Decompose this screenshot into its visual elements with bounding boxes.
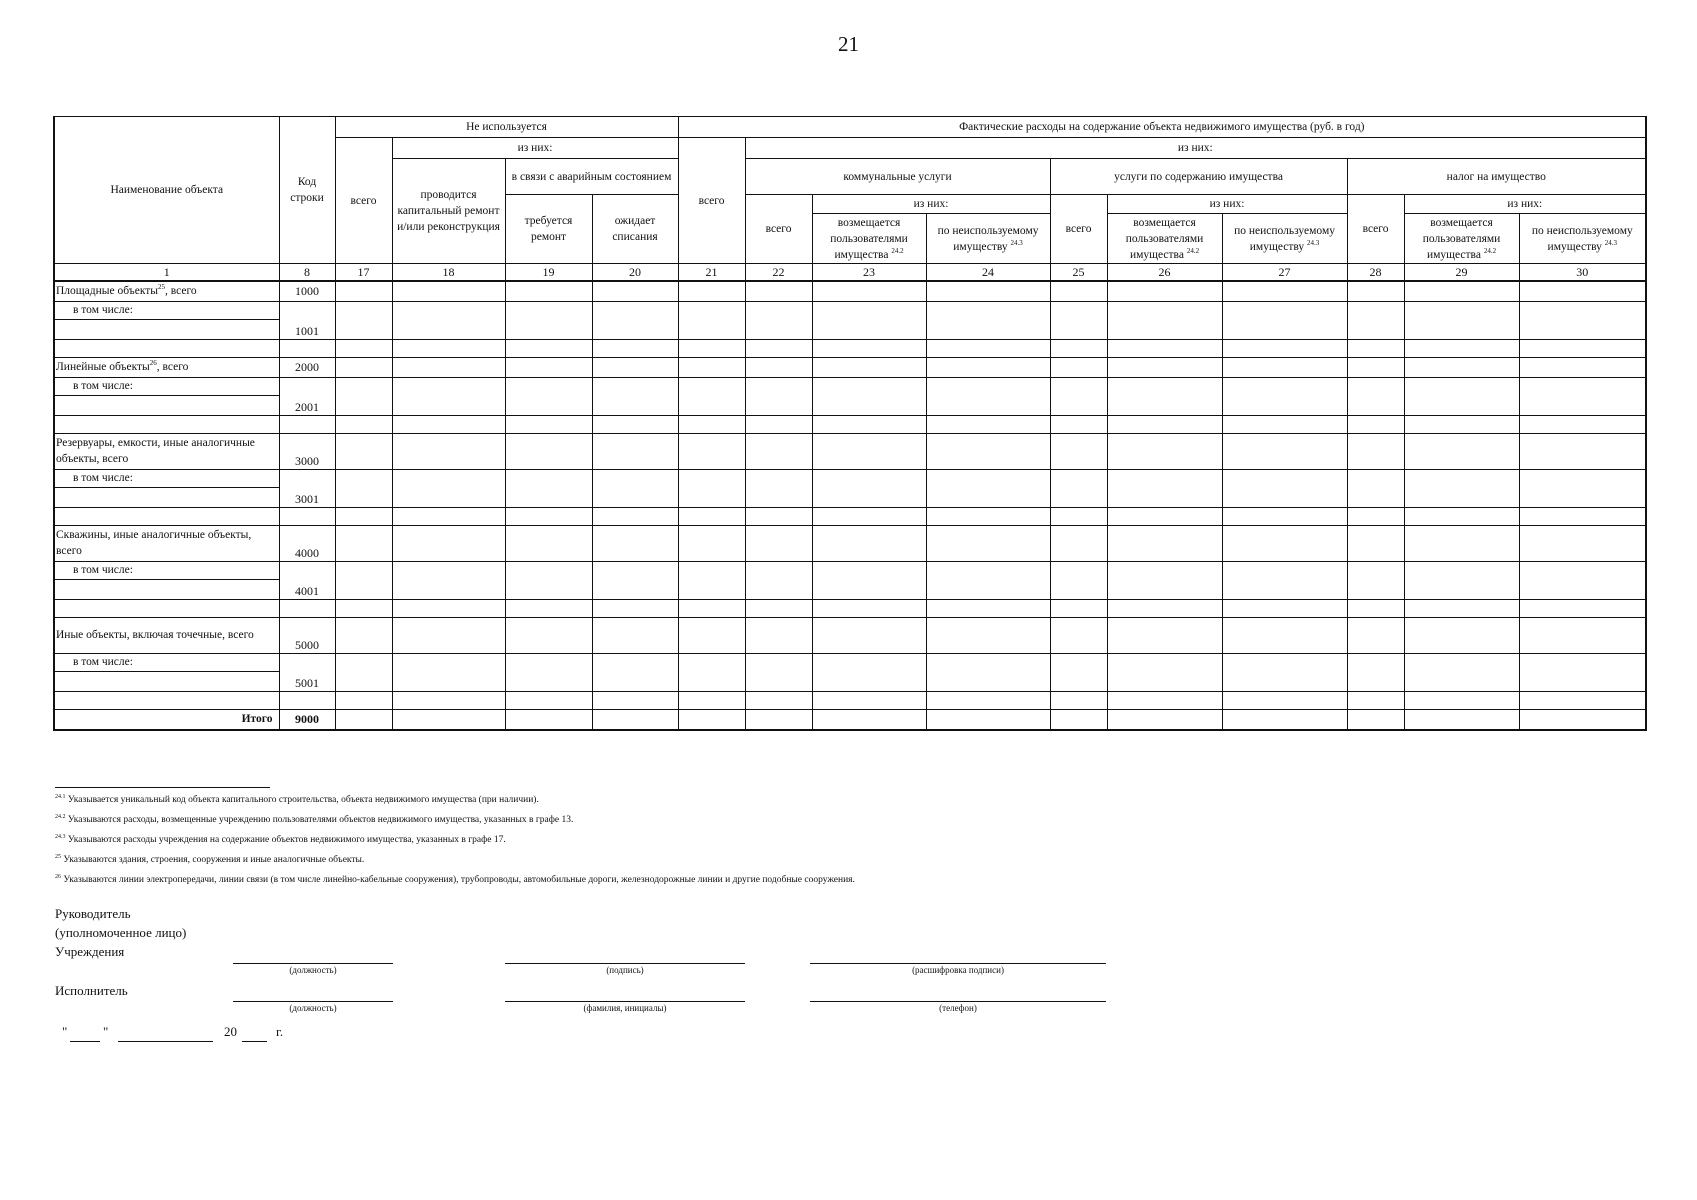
header-tax-reimbursed: возмещается пользователями имущества $^{24.2}$: [1404, 214, 1519, 264]
head-label-line2: (уполномоченное лицо): [55, 925, 187, 940]
row-name: Скважины, иные аналогичные объекты, всего: [54, 525, 279, 561]
head-label-line1: Руководитель: [55, 906, 131, 921]
column-number: 22: [745, 264, 812, 282]
date-month-line: [118, 1041, 213, 1042]
table-row: [54, 507, 1646, 525]
header-tax-unused: по неиспользуемому имуществу $^{24.3}$: [1519, 214, 1646, 264]
header-utilities: коммунальные услуги: [745, 159, 1050, 195]
header-not-used-total: всего: [335, 138, 392, 264]
footnote-separator: [55, 787, 270, 788]
row-code: 3000: [279, 433, 335, 469]
date-day-line: [70, 1041, 100, 1042]
header-not-used-of-them: из них:: [392, 138, 678, 159]
table-row: [54, 561, 1646, 579]
row-code: 5001: [279, 653, 335, 691]
row-code: 1000: [279, 281, 335, 301]
column-number: 25: [1050, 264, 1107, 282]
header-utilities-of-them: из них:: [812, 195, 1050, 214]
row-including: в том числе:: [54, 469, 279, 487]
date-year-line: [242, 1041, 267, 1042]
executor-position-caption: (должность): [289, 1003, 337, 1013]
header-property-tax: налог на имущество: [1347, 159, 1646, 195]
executor-name-caption: (фамилия, инициалы): [583, 1003, 667, 1013]
column-number: 27: [1222, 264, 1347, 282]
row-including: в том числе:: [54, 561, 279, 579]
column-number: 28: [1347, 264, 1404, 282]
header-maintenance: услуги по содержанию имущества: [1050, 159, 1347, 195]
row-including: в том числе:: [54, 377, 279, 395]
header-emergency: в связи с аварийным состоянием: [505, 159, 678, 195]
table-row: [54, 415, 1646, 433]
row-including: в том числе:: [54, 653, 279, 671]
head-position-caption: (должность): [289, 965, 337, 975]
header-maintenance-unused: по неиспользуемому имуществу $^{24.3}$: [1222, 214, 1347, 264]
column-number: 17: [335, 264, 392, 282]
row-code: 1001: [279, 301, 335, 339]
total-label: Итого: [54, 709, 279, 730]
column-numbers-row: [54, 264, 1646, 282]
table-row: [54, 377, 1646, 395]
table-row: [54, 339, 1646, 357]
header-utilities-reimbursed: возмещается пользователями имущества $^{24.2}$: [812, 214, 926, 264]
column-number: 19: [505, 264, 592, 282]
column-number: 8: [279, 264, 335, 282]
page-number: 21: [838, 32, 859, 56]
row-code: 5000: [279, 617, 335, 653]
table-row: [54, 617, 1646, 653]
header-name: Наименование объекта: [54, 117, 279, 264]
column-number: 24: [926, 264, 1050, 282]
total-code: 9000: [279, 709, 335, 730]
header-utilities-total: всего: [745, 195, 812, 264]
table-row: [54, 281, 1646, 301]
row-code: 4000: [279, 525, 335, 561]
header-tax-total: всего: [1347, 195, 1404, 264]
executor-name-line: [505, 1001, 745, 1002]
table-row: [54, 469, 1646, 487]
header-maintenance-total: всего: [1050, 195, 1107, 264]
footnote: $^{25}$ Указываются здания, строения, сооружения и иные аналогичные объекты.: [55, 853, 365, 865]
executor-phone-caption: (телефон): [939, 1003, 977, 1013]
row-code: 2000: [279, 357, 335, 377]
header-repair: проводится капитальный ремонт и/или реконструкция: [392, 159, 505, 264]
head-decoding-caption: (расшифровка подписи): [912, 965, 1004, 975]
header-awaits-writeoff: ожидает списания: [592, 195, 678, 264]
date-quote-open: ": [62, 1024, 68, 1039]
column-number: 21: [678, 264, 745, 282]
head-signature-caption: (подпись): [606, 965, 644, 975]
row-code: 3001: [279, 469, 335, 507]
footnote: $^{24.3}$ Указываются расходы учреждения на содержание объектов недвижимого имущества, указанных в графе 17.: [55, 833, 506, 845]
header-not-used: Не используется: [335, 117, 678, 138]
head-label-line3: Учреждения: [55, 944, 125, 959]
row-code: 2001: [279, 377, 335, 415]
executor-position-line: [233, 1001, 393, 1002]
header-expenses-of-them: из них:: [745, 138, 1646, 159]
row-name: Линейные объекты$^{26}$, всего: [54, 357, 279, 377]
header-expenses: Фактические расходы на содержание объекта недвижимого имущества (руб. в год): [678, 117, 1646, 138]
row-including: в том числе:: [54, 301, 279, 319]
table-row: [54, 357, 1646, 377]
date-year-prefix: 20: [224, 1024, 237, 1039]
column-number: 20: [592, 264, 678, 282]
table-row: [54, 691, 1646, 709]
header-code: Код строки: [279, 117, 335, 264]
footnote: $^{24.1}$ Указывается уникальный код объекта капитального строительства, объекта недвижимого имущества (при наличии).: [55, 793, 539, 805]
header-needs-repair: требуется ремонт: [505, 195, 592, 264]
row-name: Резервуары, емкости, иные аналогичные объекты, всего: [54, 433, 279, 469]
column-number: 23: [812, 264, 926, 282]
table-row: [54, 653, 1646, 671]
date-quote-close: ": [103, 1024, 109, 1039]
row-code: 4001: [279, 561, 335, 599]
footnote: $^{24.2}$ Указываются расходы, возмещенные учреждению пользователями объектов недвижимого имущества, указанных в графе 13.: [55, 813, 574, 825]
header-tax-of-them: из них:: [1404, 195, 1646, 214]
table-row: [54, 433, 1646, 469]
header-utilities-unused: по неиспользуемому имуществу $^{24.3}$: [926, 214, 1050, 264]
executor-label: Исполнитель: [55, 983, 128, 998]
column-number: 26: [1107, 264, 1222, 282]
table-row: [54, 301, 1646, 319]
head-position-line: [233, 963, 393, 964]
column-number: 29: [1404, 264, 1519, 282]
table-row-total: [54, 709, 1646, 730]
property-expenses-table: [53, 116, 1647, 731]
table-row: [54, 599, 1646, 617]
column-number: 18: [392, 264, 505, 282]
executor-phone-line: [810, 1001, 1106, 1002]
header-maintenance-reimbursed: возмещается пользователями имущества $^{24.2}$: [1107, 214, 1222, 264]
footnote: $^{26}$ Указываются линии электропередачи, линии связи (в том числе линейно-кабельные сооружения), трубопроводы, автомобильные дороги, железнодорожные линии и другие подобные сооружения.: [55, 873, 855, 885]
head-signature-line: [505, 963, 745, 964]
head-decoding-line: [810, 963, 1106, 964]
column-number: 30: [1519, 264, 1646, 282]
header-expenses-total: всего: [678, 138, 745, 264]
row-name: Площадные объекты$^{25}$, всего: [54, 281, 279, 301]
row-name: Иные объекты, включая точечные, всего: [54, 617, 279, 653]
column-number: 1: [54, 264, 279, 282]
date-year-suffix: г.: [276, 1024, 284, 1039]
table-row: [54, 525, 1646, 561]
header-maintenance-of-them: из них:: [1107, 195, 1347, 214]
